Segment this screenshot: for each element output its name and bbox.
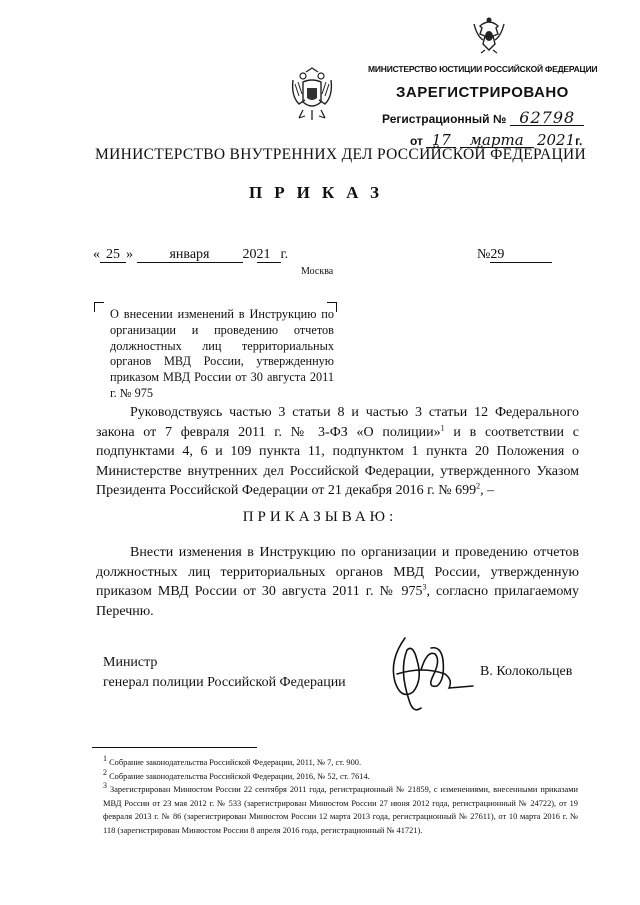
preamble-part2: и в соответствии с подпунктами 4, 6 и 109 пункта 11, подпунктом 1 пункта 20 Положения о Министерстве внутренних дел Российской Федерации, утвержденного Указом Президента Российской Федерации от 21 декабря 2016 г. № 699 — [96, 424, 579, 499]
date-year-suffix: 21 — [257, 248, 281, 263]
preamble-paragraph — [96, 403, 579, 501]
signatory-position — [103, 653, 346, 693]
stamp-date-prefix: от — [410, 134, 423, 148]
date-year-prefix: 20 — [242, 247, 257, 262]
footnote-mark: 2 — [103, 767, 107, 777]
footnote-mark: 3 — [103, 781, 107, 791]
footnote-divider — [92, 747, 257, 748]
footnote-ref-2: 2 — [476, 481, 481, 491]
document-number — [477, 247, 552, 263]
date-close-quote: » — [126, 247, 133, 262]
stamp-title: ЗАРЕГИСТРИРОВАНО — [396, 84, 569, 101]
subject-block — [110, 307, 334, 402]
stamp-ministry: МИНИСТЕРСТВО ЮСТИЦИИ РОССИЙСКОЙ ФЕДЕРАЦИИ — [368, 64, 598, 74]
date-day: 25 — [100, 248, 126, 263]
stamp-date-year: 2021 — [536, 131, 576, 149]
order-paragraph — [96, 543, 579, 621]
footnote-text: Собрание законодательства Российской Федерации, 2016, № 52, ст. 7614. — [109, 771, 370, 781]
order-part1: Внести изменения в Инструкцию по организации и проведению отчетов должностных лиц территориальных органов МВД России, утвержденную приказом МВД России от 30 августа 2011 г. № 975 — [96, 545, 579, 600]
coat-of-arms-icon — [289, 66, 335, 124]
subject-text: О внесении изменений в Инструкцию по организации и проведению отчетов должностных лиц территориальных органов МВД России, утвержденную приказом МВД России от 30 августа 2011 г. № 975 — [110, 307, 334, 400]
document-date — [93, 247, 288, 263]
footnote-mark: 1 — [103, 754, 107, 764]
stamp-reg-number: 62798 — [510, 111, 584, 126]
footnote-text: Собрание законодательства Российской Федерации, 2011, № 7, ст. 900. — [109, 758, 362, 767]
date-year-unit: г. — [280, 247, 289, 262]
footnote-1 — [103, 756, 578, 770]
date-month: января — [137, 248, 243, 263]
footnote-ref-3: 3 — [422, 582, 427, 592]
number-label: № — [477, 247, 491, 262]
stamp-date-suffix: г. — [575, 134, 583, 148]
date-open-quote: « — [93, 247, 100, 262]
stamp-reg-label: Регистрационный № — [382, 112, 507, 126]
footnote-3 — [103, 783, 578, 837]
stamp-date-month: марта — [460, 133, 534, 148]
order-part2: , согласно прилагаемому Перечню. — [96, 584, 579, 619]
handwritten-signature — [383, 630, 475, 718]
city: Москва — [301, 266, 334, 277]
order-word: ПРИКАЗЫВАЮ: — [242, 509, 398, 525]
footnotes — [103, 756, 578, 838]
footnote-text: Зарегистрирован Минюстом России 22 сентября 2011 года, регистрационный № 21859, с изменениями, внесенными приказами МВД России от 23 мая 2012 г. № 533 (зарегистрирован Минюстом России 27 июня 2012 года, регистрационный № 24722), от 19 февраля 2013 г. № 86 (зарегистрирован Минюстом России 12 марта 2013 года, регистрационный № 27611), от 10 марта 2016 г. № 118 (зарегистрирован Минюстом России 8 апреля 2016 года, регистрационный № 41721). — [103, 785, 578, 835]
preamble-part1: Руководствуясь частью 3 статьи 8 и частью 3 статьи 12 Федерального закона от 7 февраля 2011 г. № 3-ФЗ «О полиции» — [96, 405, 579, 440]
document-type: ПРИКАЗ — [249, 183, 391, 202]
ministry-name: МИНИСТЕРСТВО ВНУТРЕННИХ ДЕЛ РОССИЙСКОЙ ФЕДЕРАЦИИ — [95, 146, 586, 163]
stamp-date-day: 17 — [426, 133, 456, 148]
preamble-part3: , – — [480, 483, 495, 499]
signatory-name: В. Колокольцев — [480, 664, 573, 679]
eagle-emblem-icon — [471, 14, 507, 54]
subject-corner-left — [94, 302, 104, 312]
number-value: 29 — [490, 248, 552, 263]
position-line-1: Министр — [103, 655, 158, 670]
registration-stamp — [366, 4, 596, 156]
stamp-registration-line — [382, 108, 584, 127]
footnote-2 — [103, 767, 578, 784]
footnote-ref-1: 1 — [440, 422, 445, 432]
position-line-2: генерал полиции Российской Федерации — [103, 675, 346, 690]
